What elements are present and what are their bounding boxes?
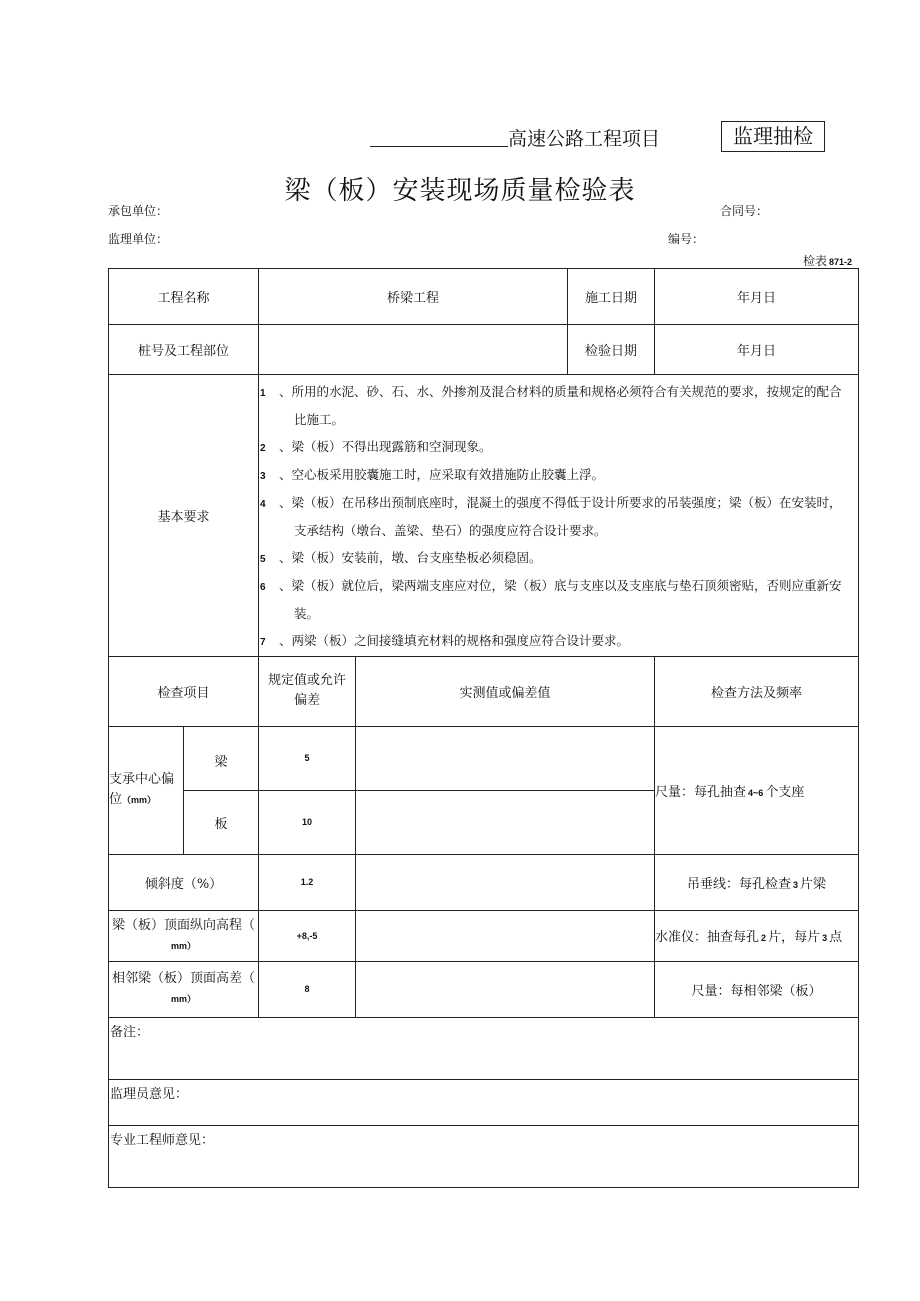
- construction-date-value: 年月日: [655, 269, 859, 325]
- construction-date-label: 施工日期: [568, 269, 655, 325]
- measured-value-header: 实测值或偏差值: [356, 656, 655, 726]
- requirement-item: 2 、梁（板）不得出现露筋和空洞现象。: [260, 438, 492, 454]
- plate-offset-value: 10: [259, 790, 356, 854]
- offset-check-method: 尺量：每孔抽查 4~6 个支座: [655, 726, 859, 854]
- table-row: [109, 910, 859, 961]
- requirement-item: 6 、梁（板）就位后，梁两端支座应对位，梁（板）底与支座以及支座底与垫石顶须密贴，否则应重新安装。: [260, 578, 842, 622]
- table-row: [109, 325, 859, 375]
- supervision-stamp: 监理抽检: [721, 121, 825, 152]
- check-method-header: 检查方法及频率: [655, 656, 859, 726]
- tilt-measured-value: [356, 854, 655, 910]
- station-label: 桩号及工程部位: [109, 325, 259, 375]
- adjacent-height-check-method: 尺量：每相邻梁（板）: [655, 961, 859, 1017]
- inspection-date-label: 检验日期: [568, 325, 655, 375]
- supervisor-opinion-label: 监理员意见：: [110, 1086, 189, 1102]
- inspection-table: [108, 268, 859, 1188]
- elevation-measured-value: [356, 910, 655, 961]
- allowed-deviation-header: 规定值或允许偏差: [259, 656, 356, 726]
- table-row: [109, 1017, 859, 1079]
- form-code: 检表 871-2: [803, 254, 853, 268]
- beam-label: 梁: [184, 726, 259, 790]
- project-name-blank-line: [370, 146, 508, 147]
- elevation-value: +8,-5: [259, 910, 356, 961]
- beam-measured-value: [356, 726, 655, 790]
- basic-requirements-list: [259, 375, 859, 657]
- contract-no-label: 合同号：: [720, 204, 769, 218]
- plate-label: 板: [184, 790, 259, 854]
- requirement-item: 4 、梁（板）在吊移出预制底座时，混凝土的强度不得低于设计所要求的吊装强度；梁（板）在安装时，支承结构（墩台、盖梁、垫石）的强度应符合设计要求。: [260, 495, 842, 539]
- tilt-label: 倾斜度（%）: [109, 854, 259, 910]
- serial-no-label: 编号：: [668, 232, 705, 246]
- table-row: [109, 726, 859, 790]
- adjacent-height-label: 相邻梁（板）顶面高差（ mm）: [109, 961, 259, 1017]
- elevation-check-method: 水准仪：抽查每孔 2 片，每片 3 点: [655, 910, 859, 961]
- tilt-check-method: 吊垂线：每孔检查 3 片梁: [655, 854, 859, 910]
- project-name-value: 桥梁工程: [259, 269, 568, 325]
- contractor-label: 承包单位：: [108, 204, 169, 218]
- table-row: [109, 1079, 859, 1125]
- check-item-header: 检查项目: [109, 656, 259, 726]
- supervisor-opinion-field[interactable]: [109, 1079, 859, 1125]
- table-row: [109, 1125, 859, 1187]
- plate-measured-value: [356, 790, 655, 854]
- basic-requirements-label: 基本要求: [109, 375, 259, 657]
- supervisor-unit-label: 监理单位：: [108, 232, 169, 246]
- project-suffix: 高速公路工程项目: [508, 128, 661, 150]
- table-row: [109, 961, 859, 1017]
- table-row: [109, 656, 859, 726]
- engineer-opinion-label: 专业工程师意见：: [110, 1132, 215, 1148]
- adjacent-height-value: 8: [259, 961, 356, 1017]
- tilt-value: 1.2: [259, 854, 356, 910]
- remarks-label: 备注：: [110, 1024, 150, 1040]
- elevation-label: 梁（板）顶面纵向高程（ mm）: [109, 910, 259, 961]
- requirement-item: 3 、空心板采用胶囊施工时，应采取有效措施防止胶囊上浮。: [260, 466, 605, 482]
- table-row: [109, 854, 859, 910]
- requirement-item: 7 、两梁（板）之间接缝填充材料的规格和强度应符合设计要求。: [260, 632, 630, 648]
- engineer-opinion-field[interactable]: [109, 1125, 859, 1187]
- table-row: [109, 269, 859, 325]
- project-name-label: 工程名称: [109, 269, 259, 325]
- adjacent-height-measured-value: [356, 961, 655, 1017]
- inspection-date-value: 年月日: [655, 325, 859, 375]
- requirement-item: 1 、所用的水泥、砂、石、水、外掺剂及混合材料的质量和规格必须符合有关规范的要求，按规定的配合比施工。: [260, 384, 842, 428]
- page-title: 梁（板）安装现场质量检验表: [284, 176, 636, 206]
- station-value: [259, 325, 568, 375]
- beam-offset-value: 5: [259, 726, 356, 790]
- support-center-offset-label: 支承中心偏 位（mm）: [109, 726, 184, 854]
- requirement-item: 5 、梁（板）安装前，墩、台支座垫板必须稳固。: [260, 549, 542, 565]
- table-row: [109, 375, 859, 657]
- remarks-field[interactable]: [109, 1017, 859, 1079]
